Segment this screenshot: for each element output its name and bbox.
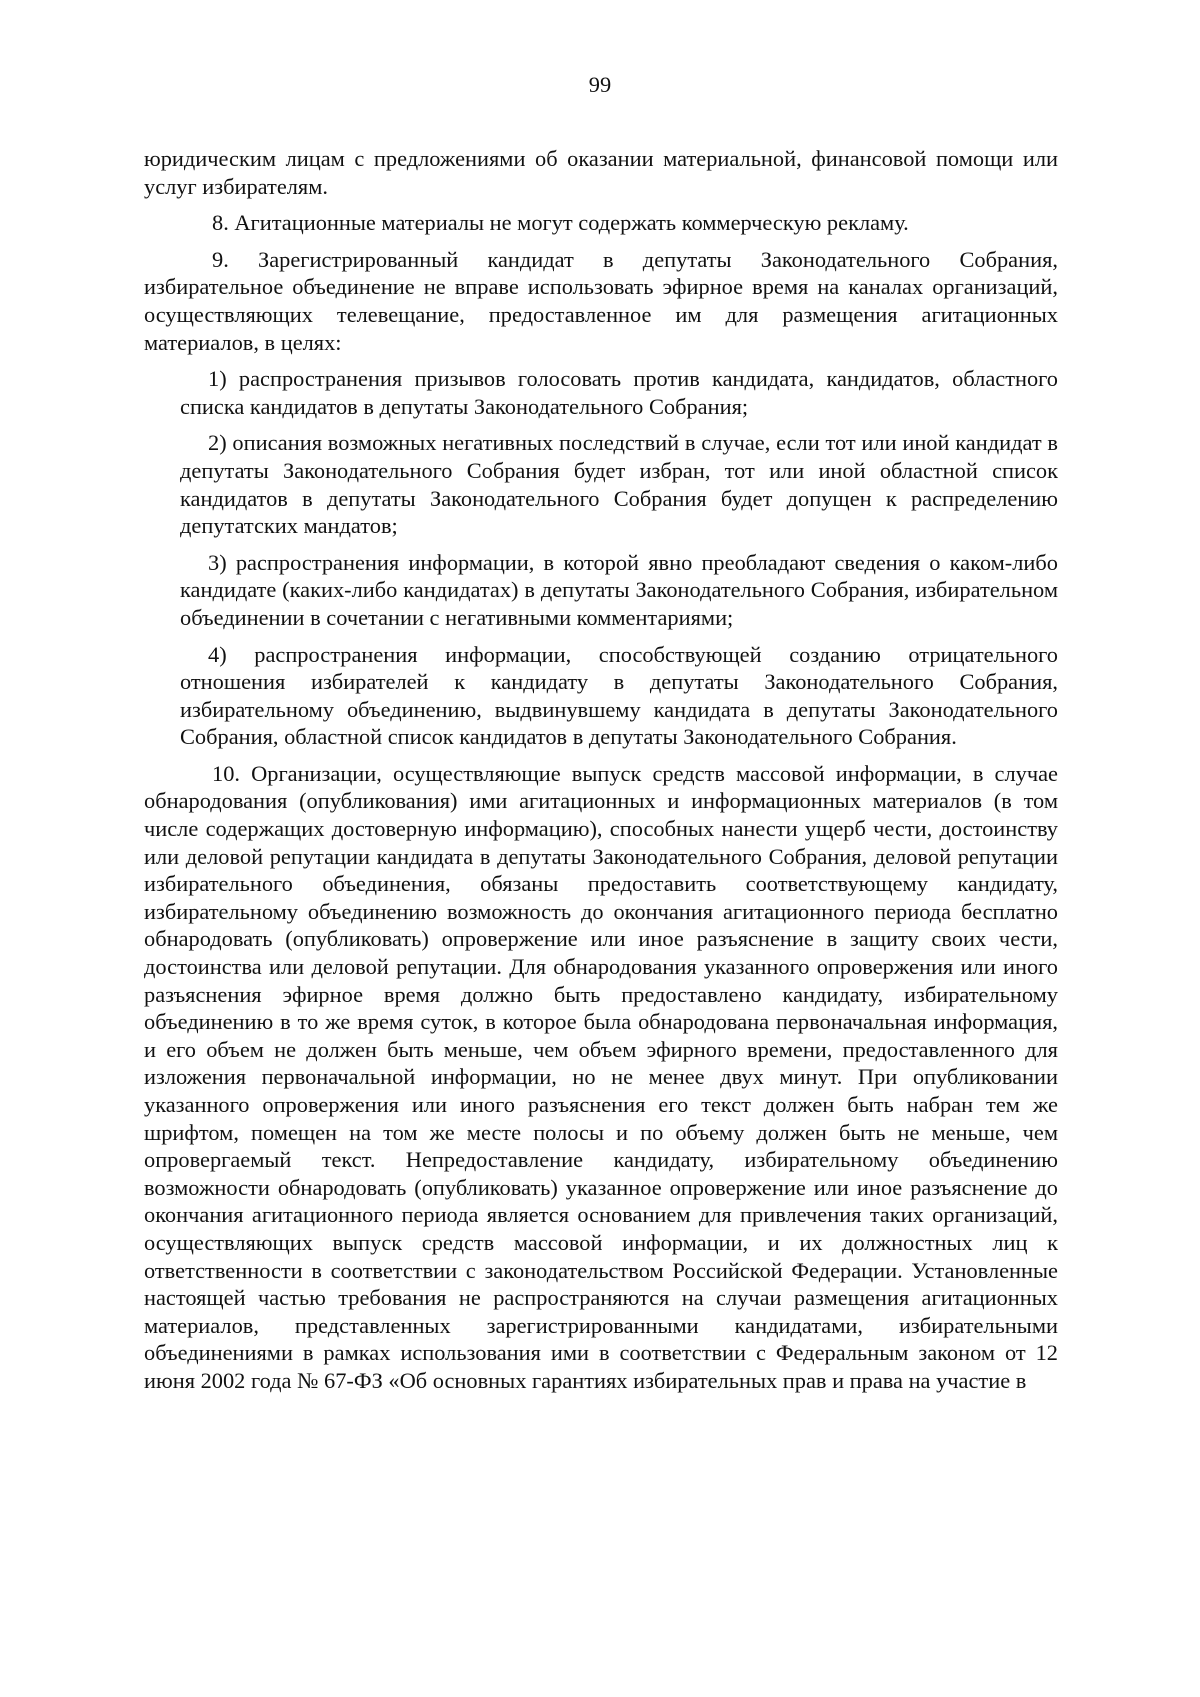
list-item-9-3: 3) распространения информации, в которой явно преобладают сведения о каком-либо кандидате (каких-либо кандидатах) в депутаты Законодательного Собрания, избирательном объединении в сочетании с негативными комментариями; [180,549,1058,630]
paragraph-item-10: 10. Организации, осуществляющие выпуск средств массовой информации, в случае обнародования (опубликования) ими агитационных и информационных материалов (в том числе содержащих достоверную информацию), способных нанести ущерб чести, достоинству или деловой репутации кандидата в депутаты Законодательного Собрания, деловой репутации избирательного объединения, обязаны предоставить соответствующему кандидату, избирательному объединению возможность до окончания агитационного периода бесплатно обнародовать (опубликовать) опровержение или иное разъяснение в защиту своих чести, достоинства или деловой репутации. Для обнародования указанного опровержения или иного разъяснения эфирное время должно быть предоставлено кандидату, избирательному объединению в то же время суток, в которое была обнародована первоначальная информация, и его объем не должен быть меньше, чем объем эфирного времени, предоставленного для изложения первоначальной информации, но не менее двух минут. При опубликовании указанного опровержения или иного разъяснения его текст должен быть набран тем же шрифтом, помещен на том же месте полосы и по объему должен быть не меньше, чем опровергаемый текст. Непредоставление кандидату, избирательному объединению возможности обнародовать (опубликовать) указанное опровержение или иное разъяснение до окончания агитационного периода является основанием для привлечения таких организаций, осуществляющих выпуск средств массовой информации, и их должностных лиц к ответственности в соответствии с законодательством Российской Федерации. Установленные настоящей частью требования не распространяются на случаи размещения агитационных материалов, представленных зарегистрированными кандидатами, избирательными объединениями в рамках использования ими в соответствии с Федеральным законом от 12 июня 2002 года № 67-ФЗ «Об основных гарантиях избирательных прав и права на участие в [144,760,1058,1393]
paragraph-item-8: 8. Агитационные материалы не могут содержать коммерческую рекламу. [212,210,909,236]
list-item-9-4: 4) распространения информации, способствующей созданию отрицательного отношения избирателей к кандидату в депутаты Законодательного Собрания, избирательному объединению, выдвинувшему кандидата в депутаты Законодательного Собрания, областной список кандидатов в депутаты Законодательного Собрания. [180,641,1058,750]
list-item-9-2: 2) описания возможных негативных последствий в случае, если тот или иной кандидат в депутаты Законодательного Собрания будет избран, тот или иной областной список кандидатов в депутаты Законодательного Собрания будет допущен к распределению депутатских мандатов; [180,430,1058,539]
paragraph-continuation: юридическим лицам с предложениями об оказании материальной, финансовой помощи или услуг избирателям. [144,146,1058,199]
document-body [144,145,1058,1395]
paragraph-item-9: 9. Зарегистрированный кандидат в депутаты Законодательного Собрания, избирательное объединение не вправе использовать эфирное время на каналах организаций, осуществляющих телевещание, предоставленное им для размещения агитационных материалов, в целях: [144,246,1058,355]
list-item-9-1: 1) распространения призывов голосовать против кандидата, кандидатов, областного списка кандидатов в депутаты Законодательного Собрания; [180,366,1058,419]
page-number: 99 [588,72,612,97]
